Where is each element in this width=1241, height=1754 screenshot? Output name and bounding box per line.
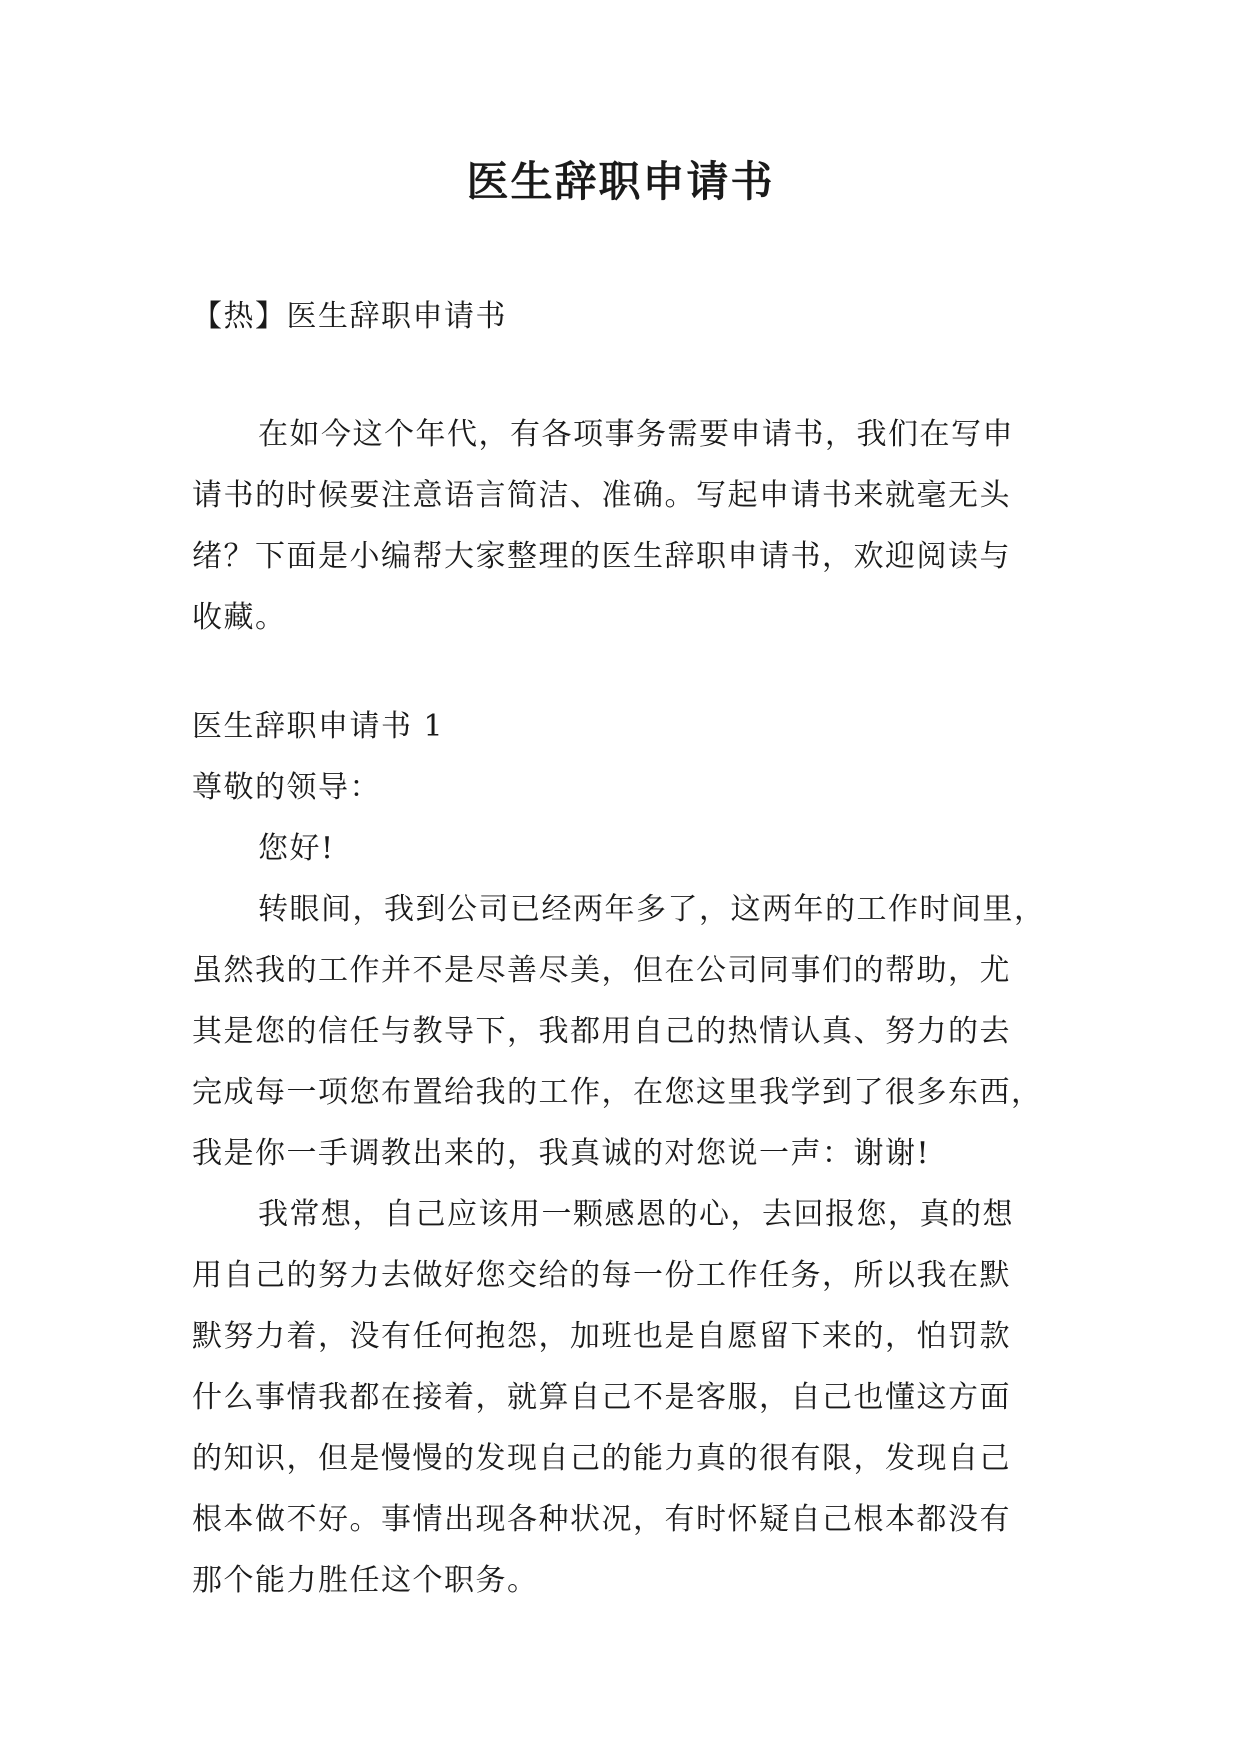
letter-body: [192, 696, 1050, 1611]
paragraph2-line: 用自己的努力去做好您交给的每一份工作任务，所以我在默: [192, 1258, 1011, 1293]
intro-line: 请书的时候要注意语言简洁、准确。写起申请书来就毫无头: [192, 478, 1011, 513]
paragraph1-line: 虽然我的工作并不是尽善尽美，但在公司同事们的帮助，尤: [192, 953, 1011, 988]
paragraph2-line: 默努力着，没有任何抱怨，加班也是自愿留下来的，怕罚款: [192, 1319, 1011, 1354]
subtitle-text: 【热】医生辞职申请书: [192, 299, 507, 334]
paragraph1-line: 转眼间，我到公司已经两年多了，这两年的工作时间里，: [258, 892, 1046, 927]
paragraph1-line: 完成每一项您布置给我的工作，在您这里我学到了很多东西，: [192, 1075, 1043, 1110]
intro-paragraph: [192, 404, 1050, 648]
document-subtitle: [192, 286, 1050, 347]
intro-line: 收藏。: [192, 600, 287, 635]
letter-heading: 医生辞职申请书 1: [192, 709, 445, 744]
paragraph2-line: 的知识，但是慢慢的发现自己的能力真的很有限，发现自己: [192, 1441, 1011, 1476]
paragraph2-line: 我常想，自己应该用一颗感恩的心，去回报您，真的想: [258, 1197, 1014, 1232]
paragraph2-line: 根本做不好。事情出现各种状况，有时怀疑自己根本都没有: [192, 1502, 1011, 1537]
document-title: 医生辞职申请书: [466, 157, 775, 206]
paragraph2-line: 那个能力胜任这个职务。: [192, 1563, 539, 1598]
paragraph1-line: 我是你一手调教出来的，我真诚的对您说一声：谢谢!: [192, 1136, 931, 1171]
paragraph2-line: 什么事情我都在接着，就算自己不是客服，自己也懂这方面: [192, 1380, 1011, 1415]
paragraph1-line: 其是您的信任与教导下，我都用自己的热情认真、努力的去: [192, 1014, 1011, 1049]
letter-salutation: 尊敬的领导：: [192, 770, 381, 805]
intro-line: 在如今这个年代，有各项事务需要申请书，我们在写申: [258, 417, 1014, 452]
letter-greeting: 您好!: [258, 831, 335, 866]
intro-line: 绪？下面是小编帮大家整理的医生辞职申请书，欢迎阅读与: [192, 539, 1011, 574]
